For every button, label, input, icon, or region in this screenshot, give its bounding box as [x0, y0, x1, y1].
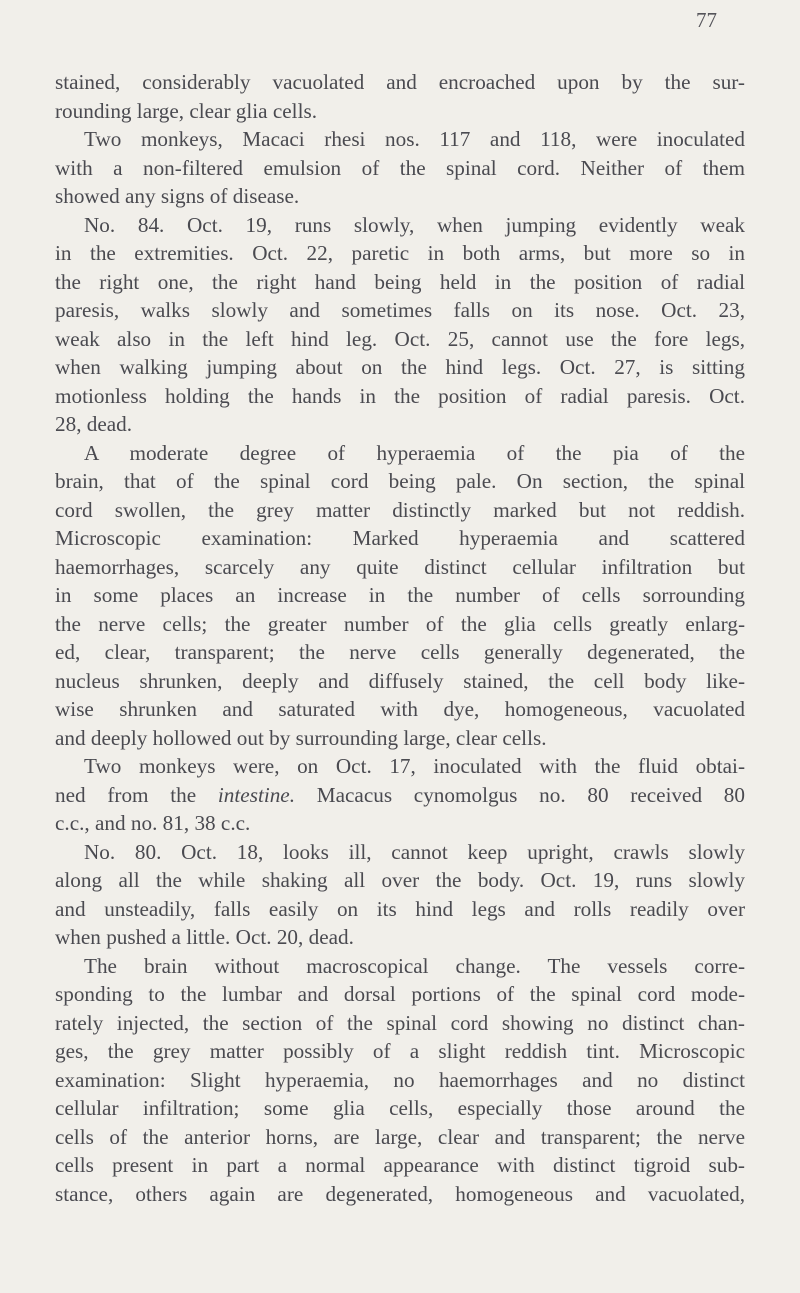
text-line: with a non-filtered emulsion of the spinal cord. Neither of them: [55, 155, 745, 180]
text-line: Two monkeys, Macaci rhesi nos. 117 and 118, were inoculated: [84, 127, 745, 151]
text-line: and unsteadily, falls easily on its hind legs and rolls readily over: [55, 896, 745, 921]
text-line: stance, others again are degenerated, homogeneous and vacuolated,: [55, 1181, 745, 1206]
text-line: in some places an increase in the number of cells sorrounding: [55, 583, 745, 607]
text-line: brain, that of the spinal cord being pale. On section, the spinal: [55, 469, 745, 493]
text-line: when pushed a little. Oct. 20, dead.: [55, 925, 354, 949]
text-line: showed any signs of disease.: [55, 184, 300, 208]
text-line: [55, 781, 745, 810]
text-line: ges, the grey matter possibly of a slight reddish tint. Microscopic: [55, 1039, 745, 1063]
body-text: [55, 68, 745, 1208]
text-line: rately injected, the section of the spinal cord showing no distinct chan-: [55, 1010, 745, 1035]
text-line: when walking jumping about on the hind legs. Oct. 27, is sitting: [55, 355, 745, 379]
text-line: stained, considerably vacuolated and encroached upon by the sur-: [55, 70, 745, 94]
text-line: A moderate degree of hyperaemia of the pia of the: [84, 440, 745, 465]
italic-term: intestine.: [217, 782, 296, 807]
text-line: No. 84. Oct. 19, runs slowly, when jumping evidently weak: [84, 212, 745, 237]
text-line: cells present in part a normal appearance with distinct tigroid sub-: [55, 1153, 745, 1177]
text-segment: ned from the: [55, 782, 218, 807]
text-line: Two monkeys were, on Oct. 17, inoculated with the fluid obtai-: [84, 754, 745, 778]
text-line: The brain without macroscopical change. The vessels corre-: [84, 953, 745, 978]
text-line: cord swollen, the grey matter distinctly marked but not reddish.: [55, 497, 745, 522]
text-line: Microscopic examination: Marked hyperaemia and scattered: [55, 526, 745, 550]
page-number: 77: [696, 8, 717, 32]
text-line: haemorrhages, scarcely any quite distinct cellular infiltration but: [55, 554, 745, 579]
text-line: ed, clear, transparent; the nerve cells generally degenerated, the: [55, 640, 745, 664]
text-line: rounding large, clear glia cells.: [55, 98, 317, 123]
text-line: nucleus shrunken, deeply and diffusely stained, the cell body like-: [55, 668, 745, 693]
text-line: c.c., and no. 81, 38 c.c.: [55, 811, 251, 835]
text-line: in the extremities. Oct. 22, paretic in both arms, but more so in: [55, 241, 745, 265]
text-line: sponding to the lumbar and dorsal portions of the spinal cord mode-: [55, 982, 745, 1006]
text-line: the nerve cells; the greater number of the glia cells greatly enlarg-: [55, 611, 745, 636]
text-line: 28, dead.: [55, 412, 133, 436]
text-line: cellular infiltration; some glia cells, especially those around the: [55, 1096, 745, 1120]
text-line: paresis, walks slowly and sometimes falls on its nose. Oct. 23,: [55, 298, 745, 322]
text-line: No. 80. Oct. 18, looks ill, cannot keep upright, crawls slowly: [84, 839, 745, 864]
text-line: the right one, the right hand being held in the position of radial: [55, 269, 745, 294]
text-segment: Macacus cynomolgus no. 80 received 80: [295, 782, 745, 807]
text-line: along all the while shaking all over the body. Oct. 19, runs slowly: [55, 868, 745, 892]
text-line: wise shrunken and saturated with dye, homogeneous, vacuolated: [55, 697, 745, 721]
text-line: weak also in the left hind leg. Oct. 25, cannot use the fore legs,: [55, 326, 745, 351]
text-line: examination: Slight hyperaemia, no haemorrhages and no distinct: [55, 1067, 745, 1092]
text-line: and deeply hollowed out by surrounding large, clear cells.: [55, 725, 547, 750]
text-line: motionless holding the hands in the position of radial paresis. Oct.: [55, 383, 745, 408]
text-line: cells of the anterior horns, are large, clear and transparent; the nerve: [55, 1124, 745, 1149]
